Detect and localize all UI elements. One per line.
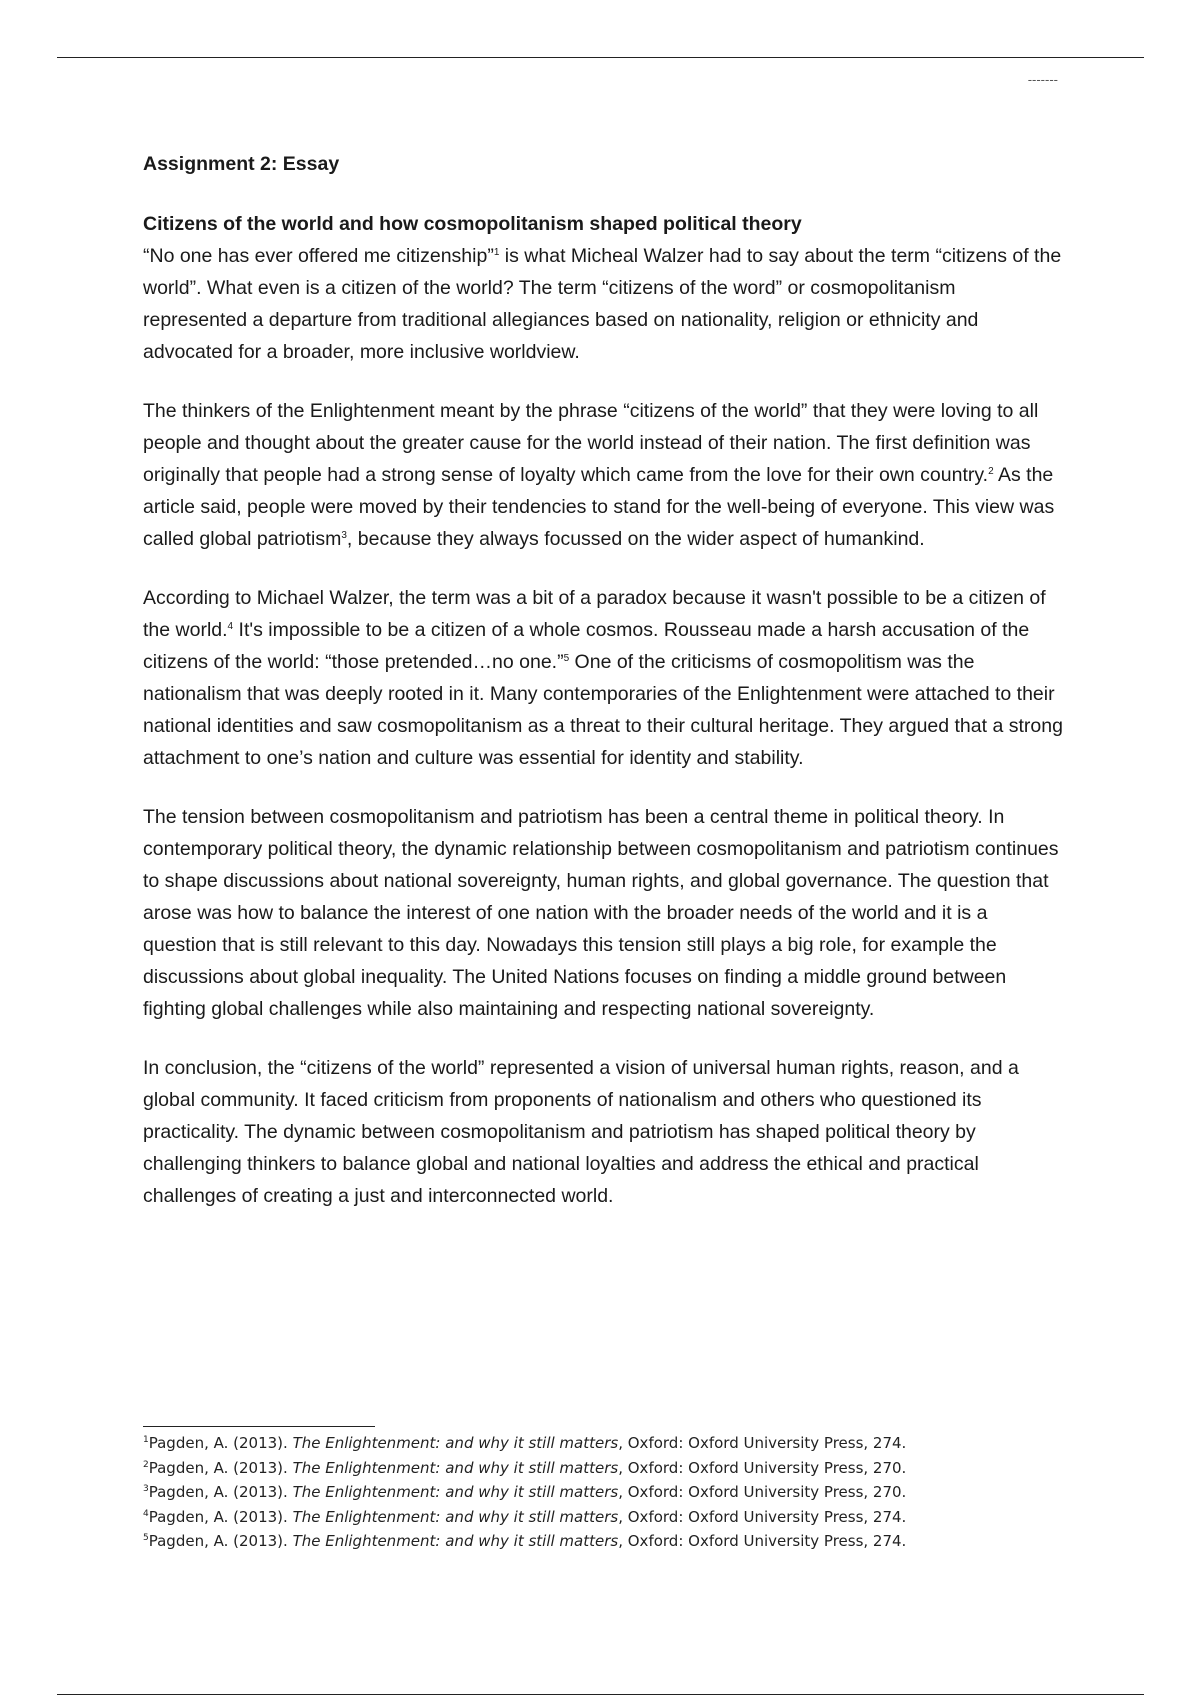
header-mark: ------- xyxy=(1027,72,1058,87)
paragraph-5: In conclusion, the “citizens of the world” represented a vision of universal human rights, reason, and a global community. It faced criticism from proponents of nationalism and others who questioned its practicality. The dynamic between cosmopolitanism and patriotism has shaped political theory by challenging thinkers to balance global and national loyalties and address the ethical and practical challenges of creating a just and interconnected world. xyxy=(143,1057,1019,1207)
footnote-ref-2[interactable]: 2 xyxy=(988,466,994,477)
footnote-separator xyxy=(143,1426,375,1427)
footer-rule xyxy=(57,1694,1144,1695)
footnote-4: $^4$Pagden, A. (2013). The Enlightenment: and why it still matters, Oxford: Oxford University Press, 274. xyxy=(143,1507,907,1526)
footnote-1: $^1$Pagden, A. (2013). The Enlightenment: and why it still matters, Oxford: Oxford University Press, 274. xyxy=(143,1434,907,1452)
footnote-ref-3[interactable]: 3 xyxy=(341,530,347,541)
footnote-2: $^2$Pagden, A. (2013). The Enlightenment: and why it still matters, Oxford: Oxford University Press, 270. xyxy=(143,1458,907,1477)
assignment-title: Assignment 2: Essay xyxy=(143,153,340,175)
paragraph-4: The tension between cosmopolitanism and patriotism has been a central theme in political theory. In contemporary political theory, the dynamic relationship between cosmopolitanism and patriotism continues to shape discussions about national sovereignty, human rights, and global governance. The question that arose was how to balance the interest of one nation with the broader needs of the world and it is a question that is still relevant to this day. Nowadays this tension still plays a big role, for example the discussions about global inequality. The United Nations focuses on finding a middle ground between fighting global challenges while also maintaining and respecting national sovereignty. xyxy=(143,806,1059,1020)
footnote-ref-1[interactable]: 1 xyxy=(493,247,500,258)
footnote-ref-4[interactable]: 4 xyxy=(227,621,234,632)
footnote-5: $^5$Pagden, A. (2013). The Enlightenment: and why it still matters, Oxford: Oxford University Press, 274. xyxy=(143,1532,907,1550)
footnote-ref-5[interactable]: 5 xyxy=(563,653,570,664)
paragraph-1: “No one has ever offered me citizenship”$^1$ is what Micheal Walzer had to say about the term “citizens of the world”. What even is a citizen of the world? The term “citizens of the word” or cosmopolitanism represented a departure from traditional allegiances based on nationality, religion or ethnicity and advocated for a broader, more inclusive worldview. xyxy=(143,245,1062,363)
document-body xyxy=(143,148,1063,1239)
footnote-3: $^3$Pagden, A. (2013). The Enlightenment: and why it still matters, Oxford: Oxford University Press, 270. xyxy=(143,1483,907,1501)
footnotes xyxy=(143,1431,1063,1554)
paragraph-2: The thinkers of the Enlightenment meant by the phrase “citizens of the world” that they were loving to all people and thought about the greater cause for the world instead of their nation. The first definition was originally that people had a strong sense of loyalty which came from the love for their own country.$^2$ As the article said, people were moved by their tendencies to stand for the well-being of everyone. This view was called global patriotism$^3$, because they always focussed on the wider aspect of humankind. xyxy=(143,400,1055,550)
header-rule xyxy=(57,57,1144,58)
essay-title: Citizens of the world and how cosmopolitanism shaped political theory xyxy=(143,213,802,235)
paragraph-3: According to Michael Walzer, the term was a bit of a paradox because it wasn't possible to be a citizen of the world.$^4$ It's impossible to be a citizen of a whole cosmos. Rousseau made a harsh accusation of the citizens of the world: “those pretended…no one.”$^5$ One of the criticisms of cosmopolitism was the nationalism that was deeply rooted in it. Many contemporaries of the Enlightenment were attached to their national identities and saw cosmopolitanism as a threat to their cultural heritage. They argued that a strong attachment to one’s nation and culture was essential for identity and stability. xyxy=(143,587,1063,769)
